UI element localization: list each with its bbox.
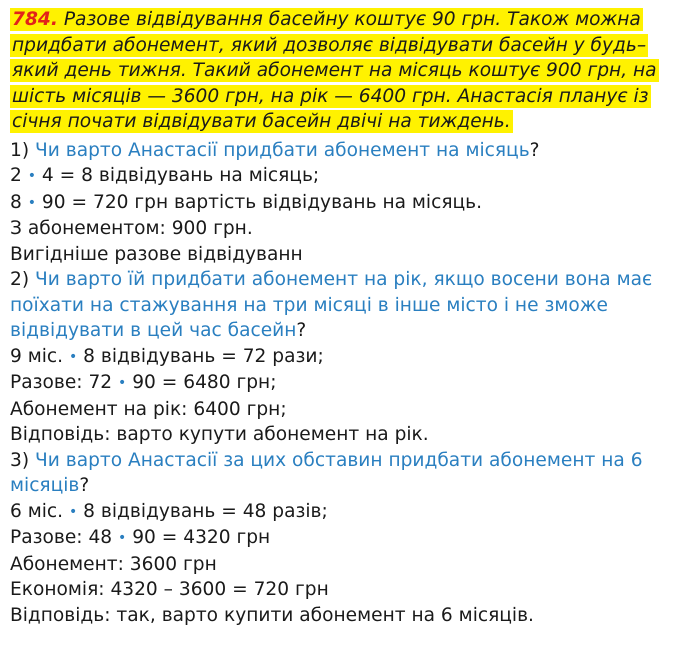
q1-question-mark: ? xyxy=(529,139,540,161)
problem-number: 784. xyxy=(12,9,58,30)
q3-step-1-b: 8 відвідувань = 48 разів; xyxy=(77,500,328,522)
q2-question-line-3 xyxy=(10,318,685,344)
q2-step-3: Абонемент на рік: 6400 грн; xyxy=(10,398,287,420)
q3-step-2-b: 90 = 4320 грн xyxy=(126,527,271,548)
q2-step-1-a: 9 міс. xyxy=(10,345,69,367)
q1-question: Чи варто Анастасії придбати абонемент на місяць xyxy=(35,139,530,161)
q2-step-2-b: 90 = 6480 грн; xyxy=(126,372,277,393)
q3-step-1 xyxy=(10,499,685,526)
q2-step-2-a: Разове: 72 xyxy=(10,372,119,393)
multiply-dot-icon: • xyxy=(27,194,37,211)
q3-step-2 xyxy=(10,525,685,552)
q2-question-line-1 xyxy=(10,267,685,293)
q1-step-1-b: 4 = 8 відвідувань на місяць; xyxy=(36,165,320,186)
q3-question-mark: ? xyxy=(79,475,90,496)
q1-step-1 xyxy=(10,163,685,190)
q2-question-line-2: поїхати на стажування на три місяці в інше місто і не зможе xyxy=(10,294,608,316)
q2-number: 2) xyxy=(10,269,35,290)
q3-step-4: Економія: 4320 – 3600 = 720 грн xyxy=(10,579,329,600)
q3-step-1-a: 6 міс. xyxy=(10,500,69,522)
multiply-dot-icon: • xyxy=(27,168,37,184)
problem-statement xyxy=(10,7,685,135)
q1-step-3: З абонементом: 900 грн. xyxy=(10,218,253,239)
q2-question-mark: ? xyxy=(296,320,307,341)
q3-question-part-2: місяців xyxy=(10,475,80,496)
q2-step-1-b: 8 відвідувань = 72 рази; xyxy=(77,345,324,367)
problem-text: Разове відвідування басейну коштує 90 грн. Також можна придбати абонемент, який дозволяє відвідувати басейн у будь–який день тижня. Такий абонемент на місяць коштує 900 грн, на шість місяців — 3600 грн, на рік — 6400 грн. Анастасія планує із січня почати відвідувати басейн двічі на тиждень. xyxy=(12,9,657,132)
q1-step-2-a: 8 xyxy=(10,191,28,213)
q3-step-2-a: Разове: 48 xyxy=(10,527,119,548)
q3-question-part-1: Чи варто Анастасії за цих обставин придбати абонемент на 6 xyxy=(35,449,643,471)
problem-highlight xyxy=(10,8,659,133)
q2-question-part-3: відвідувати в цей час басейн xyxy=(10,320,297,341)
q2-step-2 xyxy=(10,370,685,397)
q1-number: 1) xyxy=(10,139,35,161)
q3-number: 3) xyxy=(10,449,35,471)
q2-step-1 xyxy=(10,344,685,371)
q2-answer: Відповідь: варто купути абонемент на рік. xyxy=(10,424,429,445)
multiply-dot-icon: • xyxy=(118,375,127,391)
q1-question-line xyxy=(10,138,685,164)
q2-question-part-1: Чи варто їй придбати абонемент на рік, якщо восени вона має xyxy=(35,269,653,290)
q1-step-1-a: 2 xyxy=(10,165,28,186)
q3-answer: Відповідь: так, варто купити абонемент на 6 місяців. xyxy=(10,604,534,626)
q1-step-2 xyxy=(10,190,685,217)
multiply-dot-icon: • xyxy=(68,348,78,365)
q3-step-3: Абонемент: 3600 грн xyxy=(10,553,217,575)
q3-question-line-1 xyxy=(10,448,685,474)
q1-conclusion: Вигідніше разове відвідуванн xyxy=(10,243,303,265)
q3-question-line-2 xyxy=(10,473,685,499)
multiply-dot-icon: • xyxy=(118,530,127,546)
multiply-dot-icon: • xyxy=(68,503,78,520)
q1-step-2-b: 90 = 720 грн вартість відвідувань на місяць. xyxy=(36,191,483,213)
